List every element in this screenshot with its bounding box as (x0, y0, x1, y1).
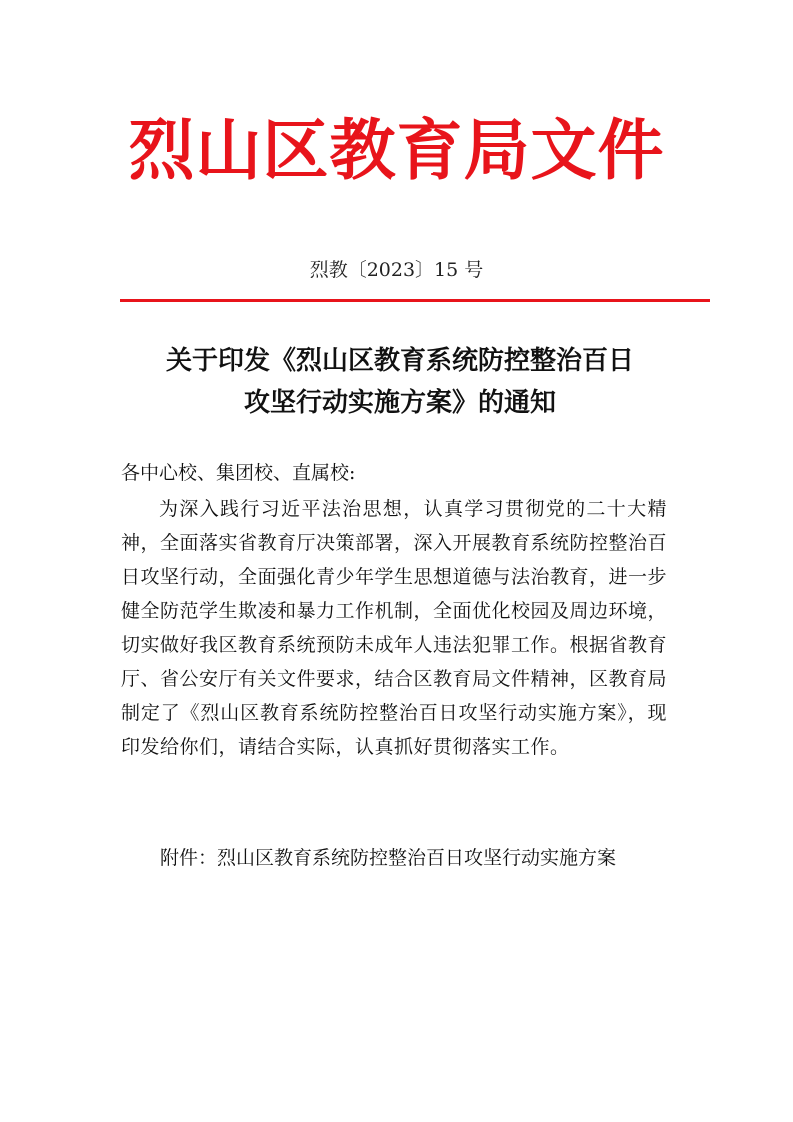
addressee: 各中心校、集团校、直属校: (121, 462, 356, 484)
document-title (100, 340, 700, 424)
document-number: 烈教〔2023〕15 号 (309, 259, 484, 281)
document-issuer-header: 烈山区教育局文件 (128, 111, 665, 189)
attachment-line: 附件：烈山区教育系统防控整治百日攻坚行动实施方案 (160, 847, 617, 869)
document-title-line-1: 关于印发《烈山区教育系统防控整治百日 (165, 346, 634, 376)
body-paragraph: 为深入践行习近平法治思想，认真学习贯彻党的二十大精神，全面落实省教育厅决策部署，深入开展教育系统防控整治百日攻坚行动，全面强化青少年学生思想道德与法治教育，进一步健全防范学生欺凌和暴力工作机制，全面优化校园及周边环境，切实做好我区教育系统预防未成年人违法犯罪工作。根据省教育厅、省公安厅有关文件要求，结合区教育局文件精神，区教育局制定了《烈山区教育系统防控整治百日攻坚行动实施方案》，现印发给你们，请结合实际，认真抓好贯彻落实工作。 (121, 498, 668, 758)
document-title-line-2: 攻坚行动实施方案》的通知 (243, 388, 556, 418)
red-divider-line (120, 299, 710, 302)
